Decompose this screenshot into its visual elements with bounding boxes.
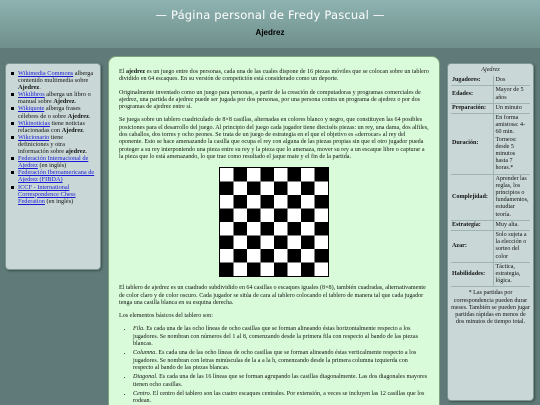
- board-square: [301, 209, 315, 223]
- paragraph-elements-intro: Los elementos básicos del tablero son:: [119, 313, 213, 320]
- sidebar-item-wikilibros: [11, 91, 95, 105]
- row-label: Azar:: [452, 242, 467, 249]
- board-square: [301, 236, 315, 250]
- row-label: Edades:: [452, 91, 473, 97]
- sidebar-item-text: alberga contenido multimedia sobre: [18, 70, 94, 85]
- board-square: [315, 236, 329, 250]
- sidebar-item-wikcionario: [11, 134, 95, 155]
- element-text: . Es cada una de las ocho líneas de ocho casillas que se forman alineando éstas verticalmente respecto a los jugadores. Se nombran con letras minúsculas de la a a la h, comenzando desde la primera columna izquierda con respecto al bando de las piezas blancas.: [133, 350, 417, 371]
- board-square: [315, 168, 329, 182]
- sidebar-item-wikiquote: [11, 105, 95, 119]
- board-square: [234, 263, 248, 277]
- board-square: [301, 263, 315, 277]
- sidebar-item-commons: [11, 70, 95, 91]
- board-square: [274, 263, 288, 277]
- sidebar-item-end: .: [82, 126, 85, 134]
- board-square: [247, 236, 261, 250]
- board-square: [247, 222, 261, 236]
- paragraph-rules: Se juega sobre un tablero cuadriculado de 8×8 casillas, alternadas en colores blanco y negro, que constituyen las 64 posibles posiciones para el desarrollo del juego. Al principio del juego cada jugador tiene dieciséis piezas: un rey, una dama, dos alfiles, dos caballos, dos torres y ocho peones. Se trata de un juego de estrategia en el que el objetivo es «derrocar» al rey del oponente. Esto se hace amenazando la casilla que ocupa el rey con alguna de las piezas propias sin que el otro jugador pueda proteger a su rey interponiendo una pieza entre su rey y la pieza que lo amenaza, mover su rey a un escaque libre o capturar a la pieza que lo está amenazando, lo que trae como resultado el jaque mate y el fin de la partida.: [119, 117, 429, 160]
- row-value: Aprender las reglas, los principios o fundamentos, estudiar teoría.: [493, 174, 530, 220]
- link-wikiquote[interactable]: Wikiquote: [18, 105, 45, 113]
- board-square: [261, 222, 275, 236]
- sidebar-item-wikinoticias: [11, 120, 95, 134]
- board-square: [315, 182, 329, 196]
- sidebar-item-fide: [11, 155, 95, 169]
- board-square: [288, 209, 302, 223]
- board-square: [301, 249, 315, 263]
- board-square: [247, 209, 261, 223]
- board-square: [220, 222, 234, 236]
- sidebar-item-text: (en inglés): [37, 162, 67, 170]
- sidebar-item-bold: Ajedrez: [67, 112, 89, 120]
- board-square: [301, 195, 315, 209]
- paragraph-board: El tablero de ajedrez es un cuadrado subdividido en 64 casillas o escaques iguales (8×8), también cuadradas, alternativamente de color claro y de color oscuro. Cada jugador se sitúa de cara al tablero colocando el tablero de manera tal que cada jugador tenga una casilla blanca en su esquina derecha.: [119, 285, 426, 306]
- board-square: [274, 168, 288, 182]
- board-square: [234, 209, 248, 223]
- link-wikilibros[interactable]: Wikilibros: [18, 91, 45, 99]
- row-value: Muy alta.: [493, 220, 530, 230]
- table-row: [451, 231, 530, 263]
- board-square: [315, 222, 329, 236]
- sidebar-item-bold: Ajedrez: [53, 98, 75, 106]
- board-square: [301, 222, 315, 236]
- text-fragment: es un juego entre dos personas, cada una de las cuales dispone de 16 piezas móviles que se colocan sobre un tablero dividido en 64 escaques. En su versión de competición está considerado como un deporte.: [119, 69, 429, 83]
- element-text: . El centro del tablero son las cuatro escaques centrales. Por extensión, a veces se incluyen las 12 casillas que los rodean.: [133, 390, 425, 405]
- row-label: Jugadores:: [452, 77, 481, 84]
- board-square: [288, 249, 302, 263]
- element-term: Centro: [133, 390, 150, 397]
- table-row: [451, 103, 530, 113]
- intro-paragraph: [119, 69, 429, 84]
- chessboard-image: [219, 167, 329, 277]
- sidebar-item-iccf: [11, 184, 95, 205]
- sidebar-item-text: tiene definiciones y otra información sobre: [18, 133, 66, 156]
- board-square: [301, 168, 315, 182]
- board-square: [234, 222, 248, 236]
- list-item: [133, 326, 429, 348]
- link-fide[interactable]: Federación Internacional de Ajedrez: [18, 155, 89, 170]
- row-label: Duración:: [452, 140, 479, 147]
- board-square: [261, 195, 275, 209]
- external-links-sidebar: [5, 63, 101, 270]
- board-square: [247, 182, 261, 196]
- table-row: [451, 262, 530, 287]
- board-square: [274, 222, 288, 236]
- row-label: Preparación:: [452, 104, 487, 111]
- list-item: [133, 350, 429, 372]
- board-square: [234, 249, 248, 263]
- board-square: [288, 222, 302, 236]
- infobox-table: [451, 76, 530, 287]
- element-term: Columna: [133, 350, 156, 357]
- page-header: [0, 0, 540, 48]
- sidebar-item-end: .: [88, 112, 91, 120]
- sidebar-item-text: tiene noticias relacionadas con: [18, 119, 85, 134]
- board-square: [288, 236, 302, 250]
- board-square: [274, 249, 288, 263]
- board-square: [315, 263, 329, 277]
- list-item: [133, 391, 429, 405]
- board-square: [234, 195, 248, 209]
- board-square: [247, 249, 261, 263]
- text-fragment: El: [119, 69, 126, 75]
- table-row: [451, 114, 530, 175]
- sidebar-item-bold: ajedrez: [65, 148, 86, 156]
- board-square: [261, 168, 275, 182]
- sidebar-item-fibda: [11, 169, 95, 183]
- board-square: [261, 263, 275, 277]
- row-value: En forma amistosa: 4-60 min. Torneos: desde 5 minutos hasta 7 horas.*: [493, 114, 530, 175]
- board-square: [220, 195, 234, 209]
- sidebar-item-bold: Ajedrez: [61, 126, 83, 134]
- board-square: [301, 182, 315, 196]
- table-row: [451, 220, 530, 230]
- row-label: Estrategia:: [452, 221, 481, 228]
- board-square: [261, 182, 275, 196]
- sidebar-item-end: .: [39, 84, 41, 92]
- table-row: [451, 174, 530, 220]
- infobox-title: Ajedrez: [481, 67, 500, 73]
- element-text: . Es cada una de las ocho líneas de ocho casillas que se forman alineando éstas horizontalmente respecto a los jugadores. Se nombran con números del 1 al 8, comenzando desde la primera fila con respecto al bando de las piezas blancas.: [133, 326, 418, 348]
- infobox: [447, 63, 534, 401]
- element-term: Fila: [133, 326, 144, 333]
- site-title: — Página personal de Fredy Pascual —: [155, 8, 385, 22]
- board-elements-list: [133, 326, 429, 405]
- sidebar-item-end: .: [85, 148, 87, 156]
- board-square: [288, 263, 302, 277]
- page-title: Ajedrez: [255, 28, 285, 37]
- external-links-list: [11, 70, 95, 205]
- row-value: Solo sujeta a la elección o sorteo del color: [493, 231, 530, 263]
- link-wikimedia-commons[interactable]: Wikimedia Commons: [18, 70, 74, 77]
- bold-term: ajedrez: [125, 69, 146, 75]
- row-label: Complejidad:: [452, 193, 488, 200]
- link-wikinoticias[interactable]: Wikinoticias: [18, 119, 50, 127]
- board-square: [234, 182, 248, 196]
- board-square: [220, 263, 234, 277]
- link-wikcionario[interactable]: Wikcionario: [18, 133, 50, 141]
- board-square: [315, 249, 329, 263]
- sidebar-item-end: .: [74, 98, 77, 106]
- link-fibda[interactable]: Federación Iberoamericana de Ajedrez (FIBDA): [18, 169, 95, 184]
- row-value: Un minuto: [493, 103, 530, 113]
- row-value: Táctica, estrategia, lógica.: [493, 262, 530, 287]
- link-iccf[interactable]: ICCF - International Correspondence Chess Federation: [18, 183, 76, 205]
- board-square: [234, 168, 248, 182]
- main-content: [108, 56, 440, 405]
- sidebar-item-bold: Ajedrez: [18, 84, 40, 92]
- paragraph-origin: Originalmente inventado como un juego para personas, a partir de la creación de computadoras y programas comerciales de ajedrez, una partida de ajedrez puede ser jugada por dos personas, por una persona contra un programa de ajedrez o por dos programas de ajedrez entre sí.: [119, 89, 421, 111]
- board-square: [220, 236, 234, 250]
- board-square: [315, 195, 329, 209]
- sidebar-item-text: alberga frases célebres de o sobre: [18, 105, 81, 120]
- board-square: [274, 209, 288, 223]
- board-square: [220, 209, 234, 223]
- board-square: [261, 209, 275, 223]
- board-square: [261, 249, 275, 263]
- board-square: [247, 195, 261, 209]
- row-label: Habilidades:: [452, 271, 486, 278]
- board-square: [288, 182, 302, 196]
- sidebar-item-text: (en inglés): [44, 197, 74, 205]
- table-row: [451, 86, 530, 103]
- board-square: [261, 236, 275, 250]
- board-square: [274, 195, 288, 209]
- table-row: [451, 76, 530, 86]
- board-square: [274, 182, 288, 196]
- board-square: [247, 168, 261, 182]
- sidebar-item-text: alberga un libro o manual sobre: [18, 91, 91, 106]
- board-square: [234, 236, 248, 250]
- element-text: . Es cada una de las 16 líneas que se forman agrupando las casillas diagonalmente. Las dos diagonales mayores tienen ocho casillas.: [133, 374, 428, 388]
- board-square: [274, 236, 288, 250]
- board-square: [220, 168, 234, 182]
- board-square: [288, 195, 302, 209]
- board-square: [220, 249, 234, 263]
- board-square: [288, 168, 302, 182]
- board-square: [315, 209, 329, 223]
- board-square: [247, 263, 261, 277]
- element-term: Diagonal: [133, 374, 157, 381]
- board-square: [220, 182, 234, 196]
- infobox-footnote: * Las partidas por correspondencia pueden durar meses. También se pueden jugar partidas rápidas en menos de dos minutos de tiempo total.: [451, 290, 530, 326]
- row-value: Dos: [493, 76, 530, 86]
- list-item: [133, 374, 429, 389]
- row-value: Mayor de 5 años: [493, 86, 530, 103]
